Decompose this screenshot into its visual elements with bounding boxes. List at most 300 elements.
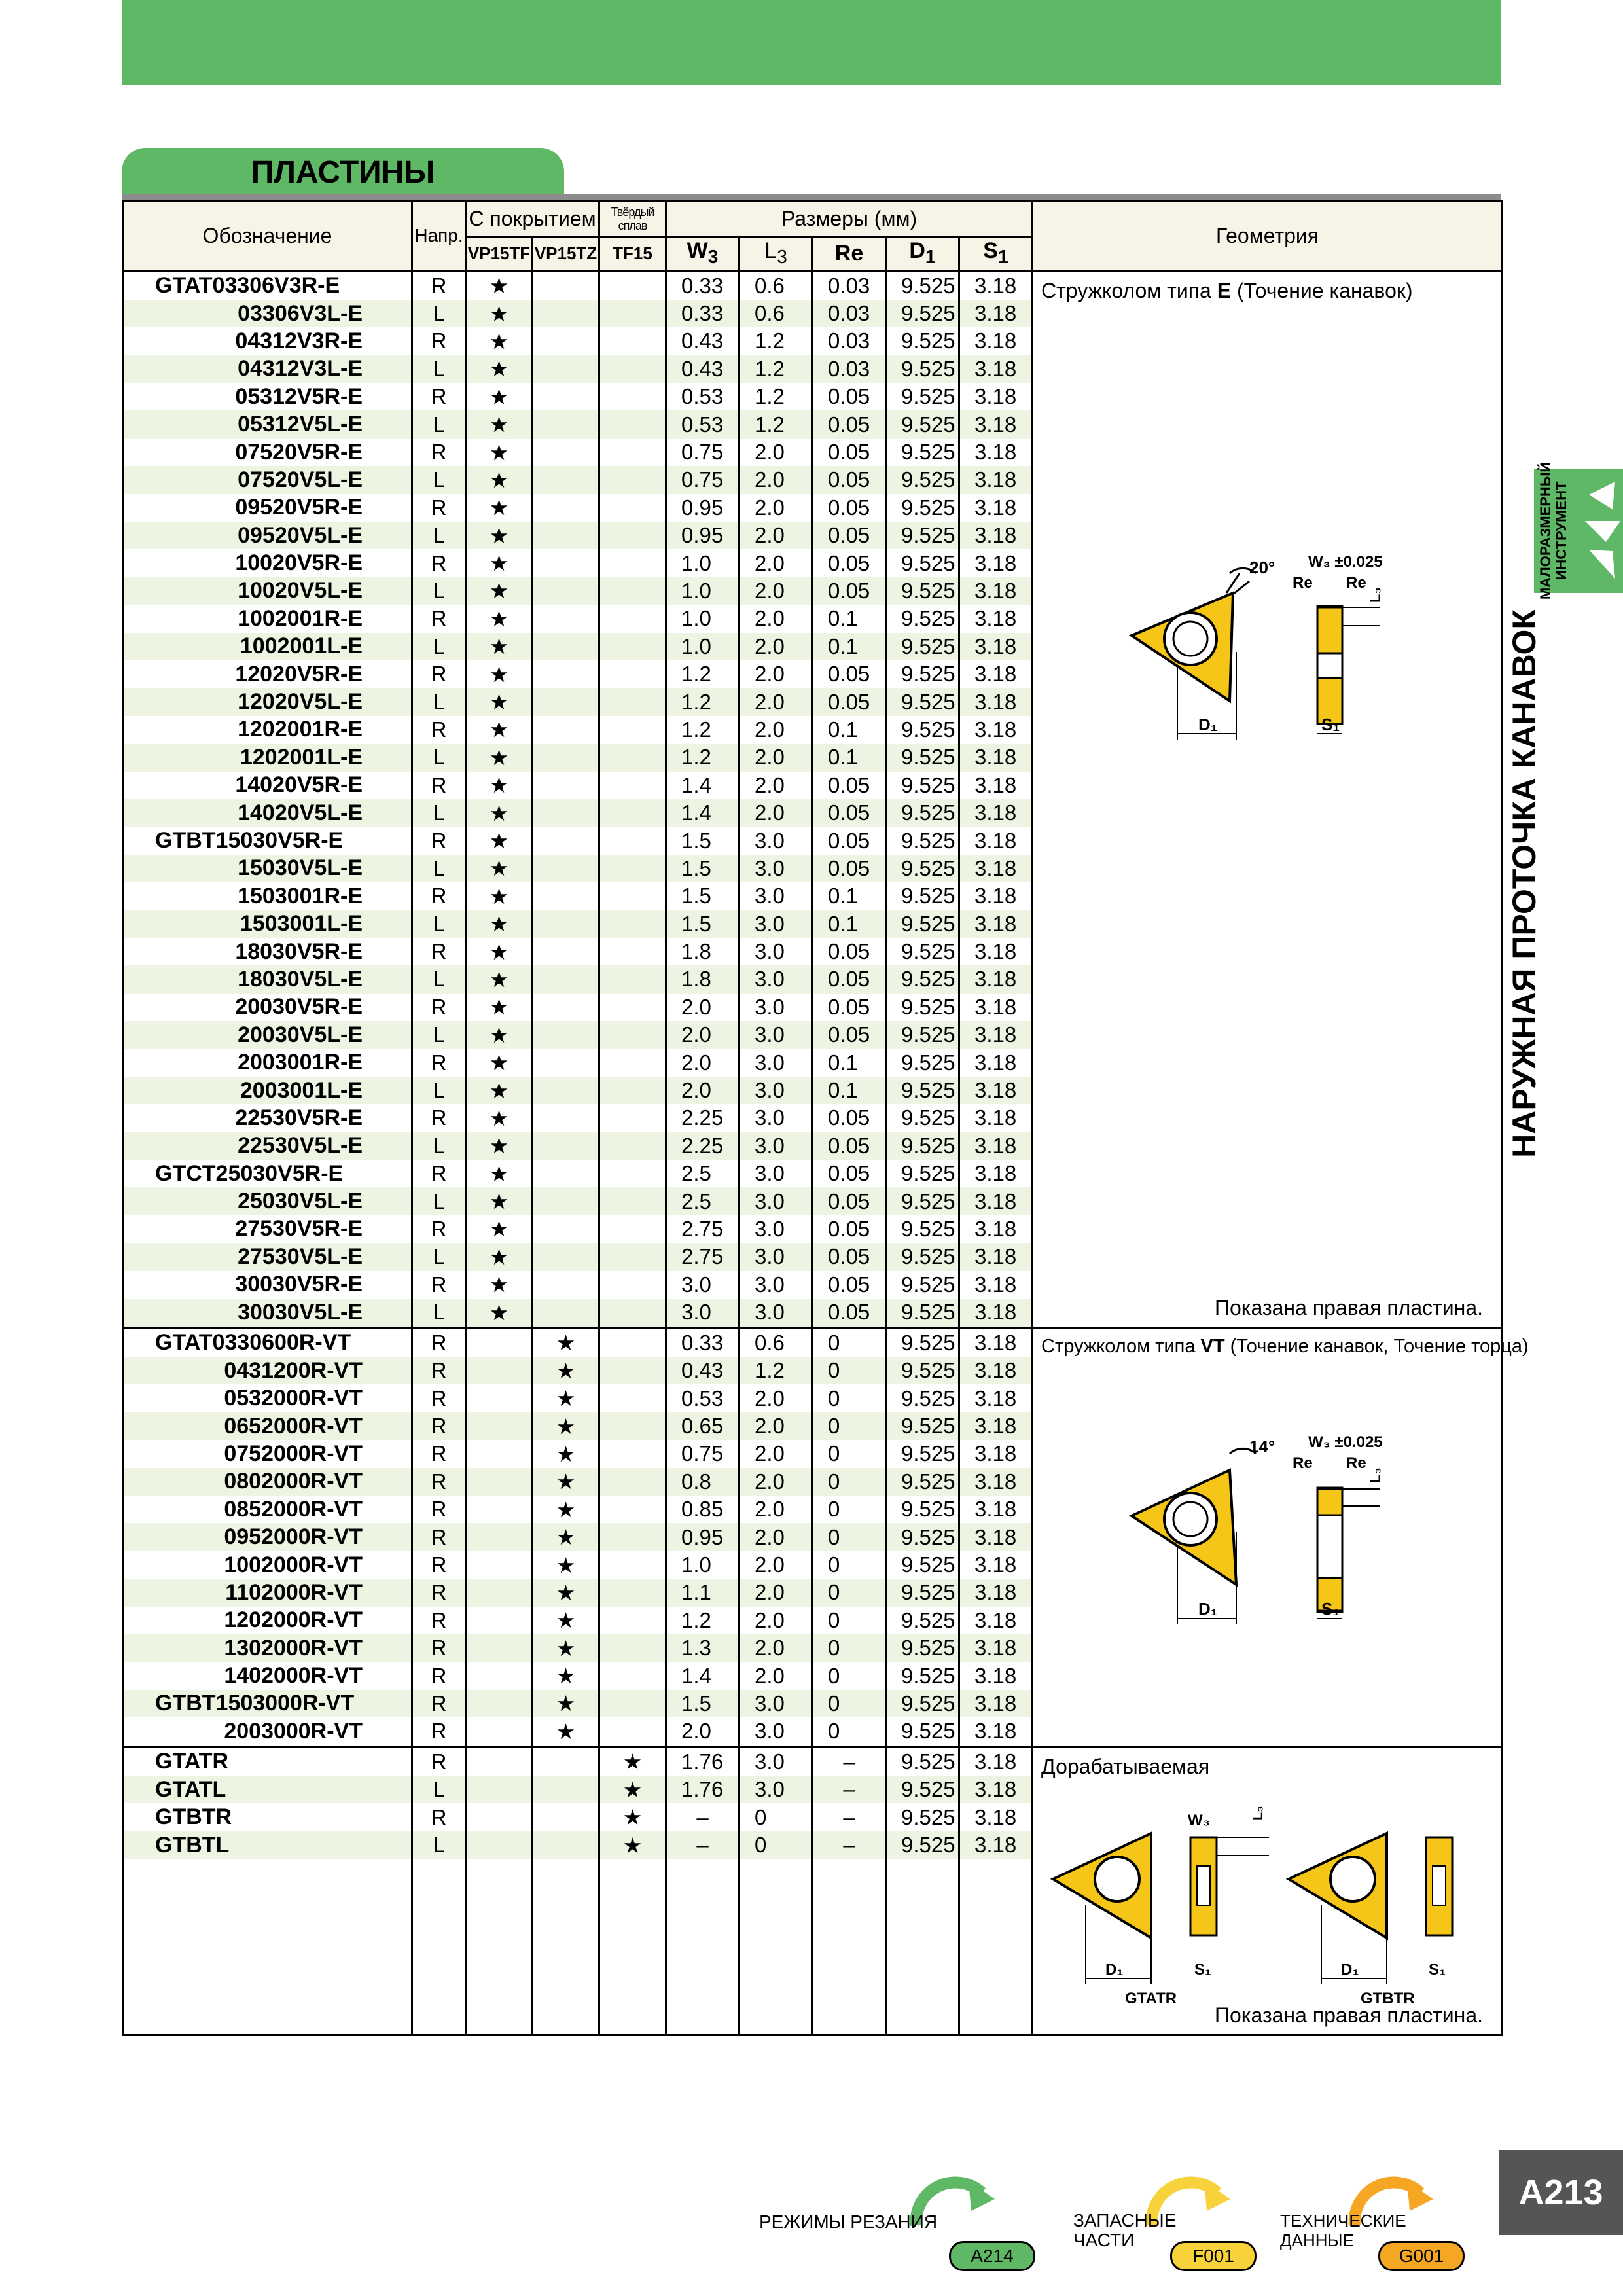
cell-s1: 3.18	[959, 549, 1033, 577]
cell-w3: 0.53	[666, 383, 740, 410]
cell-w3: 1.5	[666, 882, 740, 910]
header-w3-text: W	[687, 238, 708, 264]
nav-technical-data-code[interactable]: G001	[1378, 2241, 1465, 2271]
cell-l3: 3.0	[740, 1077, 813, 1104]
cell-designation: 05312V5R-E	[123, 383, 412, 410]
cell-s1: 3.18	[959, 827, 1033, 854]
cell-direction: R	[412, 660, 466, 688]
cell-re: 0.1	[813, 910, 886, 937]
cell-vp15tz: ★	[533, 1412, 599, 1440]
cell-designation: 1002001L-E	[123, 633, 412, 660]
cell-l3: 2.0	[740, 633, 813, 660]
cell-vp15tz: ★	[533, 1468, 599, 1496]
cell-s1: 3.18	[959, 605, 1033, 632]
cell-designation: 09520V5R-E	[123, 494, 412, 522]
cell-vp15tf: ★	[466, 1021, 533, 1049]
cell-l3: 3.0	[740, 855, 813, 882]
cell-direction: R	[412, 772, 466, 799]
cell-s1: 3.18	[959, 1776, 1033, 1803]
cell-d1: 9.525	[886, 522, 959, 549]
cell-s1: 3.18	[959, 1717, 1033, 1747]
cell-l3: 0	[740, 1831, 813, 1859]
cell-designation: 1102000R-VT	[123, 1579, 412, 1606]
header-grade-vp15tz: VP15TZ	[533, 237, 599, 271]
cell-w3: 2.75	[666, 1215, 740, 1243]
geometry-footer: Показана правая пластина.	[1215, 1295, 1484, 1319]
nav-cutting-modes-code[interactable]: A214	[949, 2241, 1035, 2271]
cell-vp15tz	[533, 355, 599, 383]
cell-tf15	[599, 688, 666, 715]
cell-designation: 12020V5L-E	[123, 688, 412, 715]
cell-designation: 27530V5R-E	[123, 1215, 412, 1243]
cell-tf15	[599, 1607, 666, 1634]
geometry-diagram	[1033, 547, 1491, 827]
cell-re: 0.05	[813, 799, 886, 827]
cell-vp15tz	[533, 494, 599, 522]
cell-tf15	[599, 1077, 666, 1104]
cell-direction: L	[412, 1243, 466, 1270]
cell-s1: 3.18	[959, 1496, 1033, 1523]
cell-designation: 20030V5L-E	[123, 1021, 412, 1049]
cell-w3: 1.4	[666, 772, 740, 799]
cell-re: 0.03	[813, 271, 886, 300]
cell-d1: 9.525	[886, 855, 959, 882]
cell-vp15tz	[533, 1271, 599, 1299]
cell-vp15tf: ★	[466, 1104, 533, 1132]
cell-l3: 2.0	[740, 605, 813, 632]
cell-l3: 3.0	[740, 827, 813, 854]
cell-s1: 3.18	[959, 1468, 1033, 1496]
cell-vp15tz	[533, 827, 599, 854]
cell-vp15tf: ★	[466, 1160, 533, 1187]
cell-w3: 2.25	[666, 1132, 740, 1160]
cell-d1: 9.525	[886, 1412, 959, 1440]
cell-vp15tf: ★	[466, 965, 533, 993]
cell-l3: 2.0	[740, 549, 813, 577]
cell-vp15tf: ★	[466, 744, 533, 771]
cell-d1: 9.525	[886, 660, 959, 688]
empty-cell	[666, 1859, 740, 2036]
cell-s1: 3.18	[959, 1662, 1033, 1689]
cell-tf15	[599, 716, 666, 744]
cell-designation: 07520V5R-E	[123, 439, 412, 466]
cell-d1: 9.525	[886, 605, 959, 632]
cell-l3: 2.0	[740, 1412, 813, 1440]
cell-direction: R	[412, 1690, 466, 1717]
cell-re: 0.05	[813, 522, 886, 549]
cell-designation: GTATL	[123, 1776, 412, 1803]
nav-technical-data-label[interactable]: ТЕХНИЧЕСКИЕ ДАННЫЕ	[1280, 2211, 1406, 2250]
cell-d1: 9.525	[886, 1496, 959, 1523]
cell-vp15tf: ★	[466, 882, 533, 910]
cell-re: –	[813, 1831, 886, 1859]
cell-vp15tf: ★	[466, 716, 533, 744]
cell-tf15: ★	[599, 1776, 666, 1803]
cell-direction: L	[412, 965, 466, 993]
cell-l3: 3.0	[740, 1747, 813, 1776]
diagram-angle-label: 14°	[1249, 1436, 1275, 1456]
cell-w3: 0.95	[666, 522, 740, 549]
cell-vp15tf: ★	[466, 605, 533, 632]
cell-direction: L	[412, 799, 466, 827]
cell-direction: R	[412, 494, 466, 522]
empty-cell	[412, 1859, 466, 2036]
cell-vp15tz	[533, 1049, 599, 1076]
diagram-w3-label: W₃ ±0.025	[1308, 552, 1383, 571]
diagram-gtatr-label: GTATR	[1125, 1989, 1177, 2007]
nav-spare-parts-label[interactable]: ЗАПАСНЫЕ ЧАСТИ	[1073, 2210, 1177, 2250]
cell-l3: 2.0	[740, 1607, 813, 1634]
cell-vp15tf: ★	[466, 494, 533, 522]
cell-re: 0.05	[813, 577, 886, 605]
cell-w3: 1.4	[666, 799, 740, 827]
cell-l3: 2.0	[740, 1662, 813, 1689]
cell-d1: 9.525	[886, 938, 959, 965]
cell-vp15tf: ★	[466, 439, 533, 466]
page-number: A213	[1518, 2173, 1603, 2212]
cell-designation: 07520V5L-E	[123, 466, 412, 493]
cell-vp15tz	[533, 855, 599, 882]
cell-direction: R	[412, 1579, 466, 1606]
cell-d1: 9.525	[886, 688, 959, 715]
cell-direction: R	[412, 1328, 466, 1357]
geometry-title-bold: E	[1217, 278, 1232, 302]
cell-vp15tz: ★	[533, 1579, 599, 1606]
cell-s1: 3.18	[959, 327, 1033, 355]
cell-s1: 3.18	[959, 383, 1033, 410]
cell-s1: 3.18	[959, 1328, 1033, 1357]
cell-direction: R	[412, 1747, 466, 1776]
cell-w3: 1.0	[666, 577, 740, 605]
cell-designation: 14020V5L-E	[123, 799, 412, 827]
cell-designation: 1302000R-VT	[123, 1634, 412, 1662]
cell-vp15tz: ★	[533, 1634, 599, 1662]
diagram-l3-label: L₃	[1367, 1467, 1384, 1483]
cell-tf15	[599, 327, 666, 355]
cell-l3: 2.0	[740, 660, 813, 688]
cell-vp15tz	[533, 716, 599, 744]
cell-designation: 0431200R-VT	[123, 1357, 412, 1384]
cell-direction: L	[412, 633, 466, 660]
cell-re: 0	[813, 1634, 886, 1662]
cell-vp15tz	[533, 327, 599, 355]
cell-d1: 9.525	[886, 1634, 959, 1662]
geometry-cell	[1033, 271, 1503, 1328]
cell-designation: 25030V5L-E	[123, 1187, 412, 1215]
cell-d1: 9.525	[886, 1717, 959, 1747]
diagram-w3-label: W₃ ±0.025	[1308, 1433, 1383, 1451]
diagram-g-s1b-label: S₁	[1429, 1960, 1446, 1979]
cell-l3: 2.0	[740, 1634, 813, 1662]
cell-vp15tz	[533, 466, 599, 493]
cell-tf15	[599, 1271, 666, 1299]
cell-vp15tf	[466, 1607, 533, 1634]
cell-direction: L	[412, 1776, 466, 1803]
cell-d1: 9.525	[886, 1299, 959, 1328]
cell-re: 0.05	[813, 772, 886, 799]
cell-w3: 1.8	[666, 938, 740, 965]
cell-designation: 2003001R-E	[123, 1049, 412, 1076]
cell-d1: 9.525	[886, 1357, 959, 1384]
cell-l3: 2.0	[740, 1551, 813, 1579]
cell-re: 0.05	[813, 1021, 886, 1049]
cell-s1: 3.18	[959, 688, 1033, 715]
cell-s1: 3.18	[959, 1357, 1033, 1384]
cell-vp15tz: ★	[533, 1440, 599, 1467]
cell-l3: 0.6	[740, 271, 813, 300]
cell-direction: R	[412, 1384, 466, 1412]
cell-s1: 3.18	[959, 855, 1033, 882]
cell-l3: 3.0	[740, 1049, 813, 1076]
cell-re: 0.05	[813, 549, 886, 577]
cell-designation: GTAT03306V3R-E	[123, 271, 412, 300]
cell-d1: 9.525	[886, 1579, 959, 1606]
cell-tf15	[599, 1551, 666, 1579]
diagram-s1-label: S₁	[1321, 1598, 1340, 1619]
cell-s1: 3.18	[959, 633, 1033, 660]
cell-vp15tf: ★	[466, 1299, 533, 1328]
cell-direction: L	[412, 1187, 466, 1215]
cell-re: 0	[813, 1579, 886, 1606]
diagram-g-l3-label: L₃	[1251, 1806, 1266, 1820]
cell-direction: R	[412, 716, 466, 744]
cell-tf15: ★	[599, 1747, 666, 1776]
cell-vp15tz	[533, 882, 599, 910]
cell-vp15tz	[533, 772, 599, 799]
header-s1-sub: 1	[997, 247, 1008, 268]
cell-w3: 0.53	[666, 1384, 740, 1412]
cell-designation: 27530V5L-E	[123, 1243, 412, 1270]
cell-vp15tz: ★	[533, 1523, 599, 1551]
cell-re: 0.05	[813, 827, 886, 854]
cell-re: 0.1	[813, 882, 886, 910]
cell-s1: 3.18	[959, 1607, 1033, 1634]
cell-re: 0.05	[813, 660, 886, 688]
cell-w3: 0.43	[666, 355, 740, 383]
cell-w3: 0.8	[666, 1468, 740, 1496]
cell-l3: 3.0	[740, 1160, 813, 1187]
cell-l3: 0.6	[740, 1328, 813, 1357]
cell-direction: R	[412, 1634, 466, 1662]
cell-w3: 0.75	[666, 466, 740, 493]
cell-vp15tf: ★	[466, 855, 533, 882]
cell-designation: 1002000R-VT	[123, 1551, 412, 1579]
nav-cutting-modes-label[interactable]: РЕЖИМЫ РЕЗАНИЯ	[759, 2212, 938, 2232]
header-coated: С покрытием	[466, 202, 599, 237]
cell-d1: 9.525	[886, 577, 959, 605]
cell-tf15	[599, 1412, 666, 1440]
cell-direction: R	[412, 605, 466, 632]
cell-tf15	[599, 994, 666, 1021]
cell-vp15tz	[533, 994, 599, 1021]
cell-re: 0.05	[813, 466, 886, 493]
cell-direction: R	[412, 1160, 466, 1187]
cell-l3: 3.0	[740, 1271, 813, 1299]
cell-w3: 1.5	[666, 855, 740, 882]
cell-vp15tf: ★	[466, 633, 533, 660]
cell-vp15tz: ★	[533, 1328, 599, 1357]
cell-d1: 9.525	[886, 772, 959, 799]
cell-vp15tz	[533, 410, 599, 438]
cell-d1: 9.525	[886, 799, 959, 827]
cell-s1: 3.18	[959, 1523, 1033, 1551]
cell-w3: 0.43	[666, 1357, 740, 1384]
cell-s1: 3.18	[959, 1690, 1033, 1717]
cell-re: 0.05	[813, 383, 886, 410]
cell-s1: 3.18	[959, 938, 1033, 965]
empty-cell	[599, 1859, 666, 2036]
cell-vp15tf	[466, 1776, 533, 1803]
header-l3-text: L	[764, 238, 777, 264]
cell-direction: L	[412, 1831, 466, 1859]
cell-direction: R	[412, 938, 466, 965]
header-dims: Размеры (мм)	[666, 202, 1033, 237]
cell-d1: 9.525	[886, 633, 959, 660]
cell-d1: 9.525	[886, 549, 959, 577]
cell-l3: 3.0	[740, 938, 813, 965]
cell-w3: 1.2	[666, 1607, 740, 1634]
cell-designation: 2003001L-E	[123, 1077, 412, 1104]
geometry-title-text: Стружколом типа	[1041, 1335, 1201, 1357]
cell-direction: R	[412, 1803, 466, 1831]
cell-vp15tz	[533, 1104, 599, 1132]
cell-w3: 0.33	[666, 300, 740, 327]
cell-tf15: ★	[599, 1803, 666, 1831]
cell-direction: R	[412, 271, 466, 300]
side-title	[1501, 589, 1547, 1178]
empty-cell	[886, 1859, 959, 2036]
cell-l3: 3.0	[740, 1776, 813, 1803]
cell-w3: 1.8	[666, 965, 740, 993]
cell-d1: 9.525	[886, 1021, 959, 1049]
cell-tf15	[599, 633, 666, 660]
cell-vp15tf: ★	[466, 383, 533, 410]
cell-re: 0.1	[813, 633, 886, 660]
cell-tf15	[599, 1690, 666, 1717]
cell-designation: 14020V5R-E	[123, 772, 412, 799]
cell-w3: 2.25	[666, 1104, 740, 1132]
cell-l3: 3.0	[740, 1243, 813, 1270]
cell-re: –	[813, 1747, 886, 1776]
cell-re: 0.1	[813, 716, 886, 744]
cell-designation: 22530V5R-E	[123, 1104, 412, 1132]
cell-tf15	[599, 1104, 666, 1132]
cell-s1: 3.18	[959, 355, 1033, 383]
cell-re: 0	[813, 1496, 886, 1523]
cell-l3: 2.0	[740, 688, 813, 715]
cell-vp15tf: ★	[466, 466, 533, 493]
cell-direction: L	[412, 1077, 466, 1104]
cell-s1: 3.18	[959, 1132, 1033, 1160]
cell-s1: 3.18	[959, 1412, 1033, 1440]
cell-l3: 3.0	[740, 1690, 813, 1717]
cell-tf15	[599, 1187, 666, 1215]
cell-l3: 3.0	[740, 882, 813, 910]
cell-vp15tf	[466, 1412, 533, 1440]
cell-direction: R	[412, 1607, 466, 1634]
cell-w3: 2.0	[666, 994, 740, 1021]
cell-d1: 9.525	[886, 1690, 959, 1717]
cell-d1: 9.525	[886, 1551, 959, 1579]
cell-vp15tz	[533, 1187, 599, 1215]
cell-tf15	[599, 271, 666, 300]
cell-tf15	[599, 300, 666, 327]
cell-s1: 3.18	[959, 1803, 1033, 1831]
cell-s1: 3.18	[959, 1215, 1033, 1243]
cell-tf15	[599, 1132, 666, 1160]
cell-s1: 3.18	[959, 300, 1033, 327]
insert-vt-diagram	[1033, 1427, 1491, 1689]
diagram-s1-label: S₁	[1321, 714, 1340, 734]
cell-direction: R	[412, 882, 466, 910]
cell-w3: 2.0	[666, 1049, 740, 1076]
nav-spare-parts-code[interactable]: F001	[1170, 2241, 1257, 2271]
cell-s1: 3.18	[959, 466, 1033, 493]
cell-d1: 9.525	[886, 1803, 959, 1831]
cell-s1: 3.18	[959, 1021, 1033, 1049]
geometry-title-text: Дорабатываемая	[1041, 1754, 1210, 1778]
cell-direction: L	[412, 910, 466, 937]
cell-vp15tf	[466, 1662, 533, 1689]
cell-designation: 03306V3L-E	[123, 300, 412, 327]
cell-direction: R	[412, 1215, 466, 1243]
cell-vp15tf: ★	[466, 938, 533, 965]
cell-direction: R	[412, 994, 466, 1021]
cell-d1: 9.525	[886, 1468, 959, 1496]
cell-l3: 0.6	[740, 300, 813, 327]
cell-s1: 3.18	[959, 1187, 1033, 1215]
cell-designation: GTCT25030V5R-E	[123, 1160, 412, 1187]
cell-tf15	[599, 355, 666, 383]
cell-re: 0.05	[813, 410, 886, 438]
cell-l3: 3.0	[740, 1215, 813, 1243]
cell-w3: 1.4	[666, 1662, 740, 1689]
cell-re: 0	[813, 1412, 886, 1440]
cell-direction: R	[412, 1357, 466, 1384]
header-w3	[666, 237, 740, 271]
cell-w3: 0.43	[666, 327, 740, 355]
cell-designation: 12020V5R-E	[123, 660, 412, 688]
cell-vp15tf	[466, 1690, 533, 1717]
cell-tf15	[599, 494, 666, 522]
cell-designation: 0532000R-VT	[123, 1384, 412, 1412]
cell-re: 0.05	[813, 855, 886, 882]
cell-vp15tf: ★	[466, 688, 533, 715]
cell-w3: 2.0	[666, 1717, 740, 1747]
cell-re: 0.1	[813, 744, 886, 771]
header-l3	[740, 237, 813, 271]
cell-vp15tf: ★	[466, 1215, 533, 1243]
cell-direction: L	[412, 744, 466, 771]
cell-vp15tz	[533, 439, 599, 466]
cell-s1: 3.18	[959, 1077, 1033, 1104]
cell-l3: 0	[740, 1803, 813, 1831]
cell-l3: 3.0	[740, 1187, 813, 1215]
section-rule	[122, 194, 1501, 200]
cell-vp15tz	[533, 1132, 599, 1160]
empty-cell	[123, 1859, 412, 2036]
cell-s1: 3.18	[959, 1440, 1033, 1467]
geometry-title-bold: VT	[1200, 1335, 1225, 1357]
cell-tf15	[599, 744, 666, 771]
cell-designation: GTBT15030V5R-E	[123, 827, 412, 854]
cell-s1: 3.18	[959, 1049, 1033, 1076]
cell-vp15tz	[533, 271, 599, 300]
cell-tf15	[599, 1243, 666, 1270]
diagram-d1-label: D₁	[1198, 714, 1218, 734]
cell-re: 0	[813, 1690, 886, 1717]
cell-w3: 0.75	[666, 439, 740, 466]
